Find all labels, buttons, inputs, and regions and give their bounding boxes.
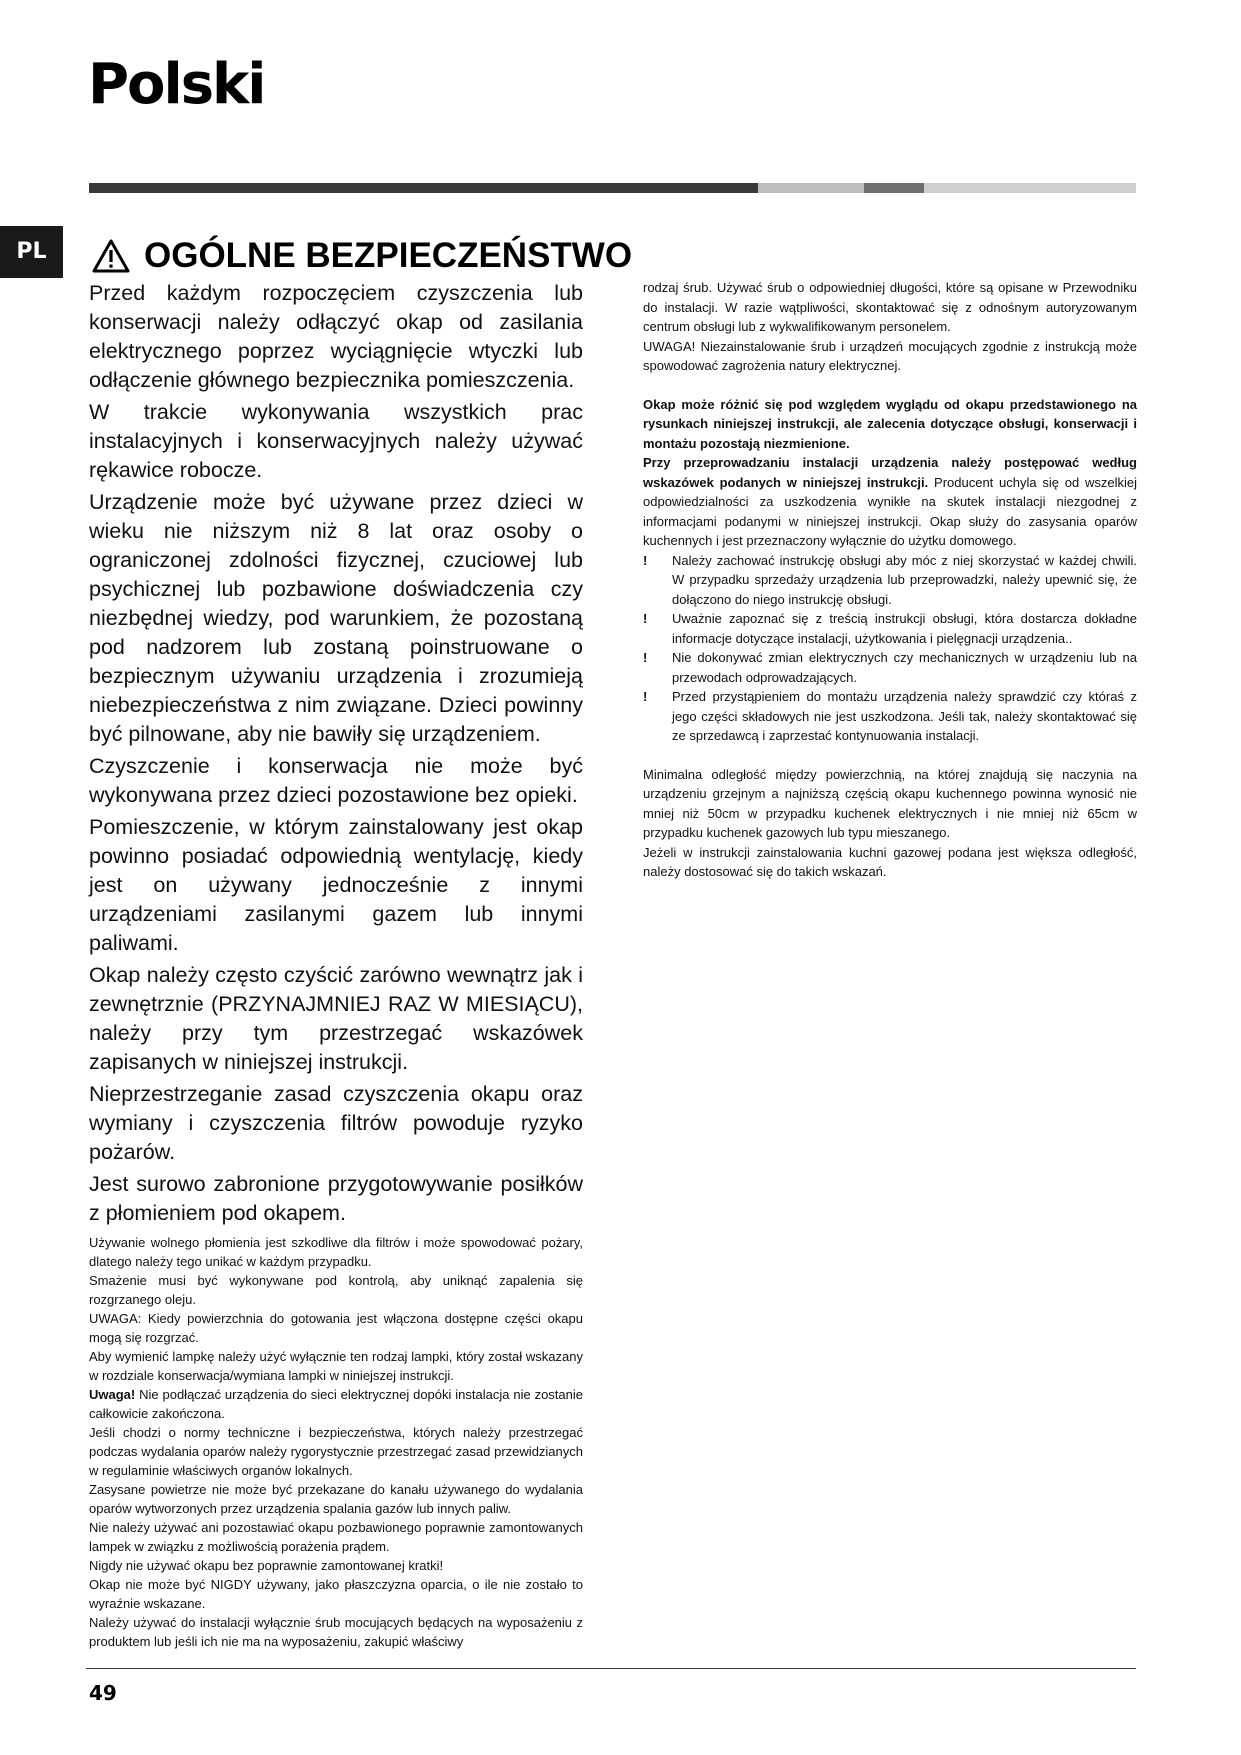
paragraph: rodzaj śrub. Używać śrub o odpowiedniej długości, które są opisane w Przewodniku do instalacji. W razie wątpliwości, skontaktować się z odnośnym autoryzowanym centrum obsługi lub z wykwalifikowanym personelem. (643, 280, 1137, 334)
footer-rule (86, 1668, 1136, 1669)
paragraph: UWAGA! Niezainstalowanie śrub i urządzeń mocujących zgodnie z instrukcją może spowodować zagrożenia natury elektrycznej. (643, 338, 1137, 373)
paragraph: Pomieszczenie, w którym zainstalowany jest okap powinno posiadać odpowiednią wentylację, kiedy jest on używany jednocześnie z innymi urządzeniami zasilanymi gazem lub innymi paliwami. (89, 815, 583, 955)
uwaga-text: Nie podłączać urządzenia do sieci elektrycznej dopóki instalacja nie zostanie całkowicie zakończona. (89, 1387, 583, 1421)
warning-triangle-icon (92, 239, 130, 273)
paragraph: Należy używać do instalacji wyłącznie śrub mocujących będących na wyposażeniu z produktem lub jeśli ich nie ma na wyposażeniu, zakupić właściwy (89, 1615, 583, 1649)
paragraph: Używanie wolnego płomienia jest szkodliwe dla filtrów i może spowodować pożary, dlatego należy tego unikać w każdym przypadku. (89, 1235, 583, 1269)
paragraph: W trakcie wykonywania wszystkich prac instalacyjnych i konserwacyjnych należy używać rękawice robocze. (89, 400, 583, 482)
paragraph: Okap należy często czyścić zarówno wewnątrz jak i zewnętrznie (PRZYNAJMNIEJ RAZ W MIESIĄCU), należy przy tym przestrzegać wskazówek zapisanych w niniejszej instrukcji. (89, 963, 583, 1074)
uwaga-label: Uwaga! (89, 1387, 136, 1402)
main-safety-text (89, 279, 583, 1228)
language-tab: PL (0, 226, 63, 278)
page-title: Polski (88, 52, 265, 117)
exclamation-icon: ! (643, 689, 648, 704)
paragraph: Czyszczenie i konserwacja nie może być wykonywana przez dzieci pozostawione bez opieki. (89, 754, 583, 807)
paragraph: Jeśli chodzi o normy techniczne i bezpieczeństwa, których należy przestrzegać podczas wydalania oparów należy rygorystycznie przestrzegać zasad przewidzianych w regulaminie właściwych organów lokalnych. (89, 1425, 583, 1478)
warning-text: Uważnie zapoznać się z treścią instrukcji obsługi, która dostarcza dokładne informacje dotyczące instalacji, użytkowania i pielęgnacji urządzenia.. (672, 611, 1137, 646)
exclamation-icon: ! (643, 552, 648, 568)
warning-text: Przed przystąpieniem do montażu urządzenia należy sprawdzić czy któraś z jego części składowych nie jest uszkodzona. Jeśli tak, należy skontaktować się ze sprzedawcą i zaprzestać kontynuowania instalacji. (672, 689, 1137, 743)
warning-text: Należy zachować instrukcję obsługi aby móc z niej skorzystać w każdej chwili. W przypadku sprzedaży urządzenia lub przeprowadzki, należy upewnić się, że dołączono do niego instrukcję obsługi. (672, 552, 1137, 607)
warning-text: Nie dokonywać zmian elektrycznych czy mechanicznych w urządzeniu lub na przewodach odprowadzających. (672, 650, 1137, 685)
paragraph: Okap nie może być NIGDY używany, jako płaszczyzna oparcia, o ile nie zostało to wyraźnie wskazane. (89, 1577, 583, 1611)
header-rule-light (758, 183, 864, 193)
header-rule-mid (864, 183, 924, 193)
paragraph: Nie należy używać ani pozostawiać okapu pozbawionego poprawnie zamontowanych lampek w związku z możliwością porażenia prądem. (89, 1520, 583, 1554)
header-rule-pale (924, 183, 1136, 193)
paragraph: Urządzenie może być używane przez dzieci w wieku nie niższym niż 8 lat oraz osoby o ograniczonej zdolności fizycznej, czuciowej lub psychicznej lub pozbawione doświadczenia czy niezbędnej wiedzy, pod warunkiem, że pozostaną pod nadzorem lub zostaną poinstruowane o bezpiecznym używaniu urządzenia i zrozumieją niebezpieczeństwa z nim związane. Dzieci powinny być pilnowane, aby nie bawiły się urządzeniem. (89, 490, 583, 746)
paragraph: Jest surowo zabronione przygotowywanie posiłków z płomieniem pod okapem. (89, 1172, 583, 1225)
paragraph: Aby wymienić lampkę należy użyć wyłącznie ten rodzaj lampki, który został wskazany w rozdziale konserwacja/wymiana lampki w niniejszej instrukcji. (89, 1349, 583, 1383)
right-column (643, 278, 1137, 882)
exclamation-icon: ! (643, 650, 648, 665)
paragraph: Nigdy nie używać okapu bez poprawnie zamontowanej kratki! (89, 1558, 444, 1573)
small-safety-text (89, 1233, 583, 1651)
paragraph: UWAGA: Kiedy powierzchnia do gotowania jest włączona dostępne części okapu mogą się rozgrzać. (89, 1311, 583, 1345)
exclamation-icon: ! (643, 611, 648, 626)
paragraph: Smażenie musi być wykonywane pod kontrolą, aby uniknąć zapalenia się rozgrzanego oleju. (89, 1273, 583, 1307)
header-rule-dark (89, 183, 758, 193)
section-heading-text: OGÓLNE BEZPIECZEŃSTWO (144, 236, 633, 275)
warning-item (643, 687, 1137, 746)
uwaga-paragraph (89, 1385, 583, 1423)
bold-notice (643, 395, 1137, 454)
installation-notice-bold: Przy przeprowadzaniu instalacji urządzenia należy postępować według wskazówek podanych w niniejszej instrukcji. (643, 455, 1137, 490)
section-heading (92, 236, 632, 276)
paragraph: Minimalna odległość między powierzchnią, na której znajdują się naczynia na urządzeniu grzejnym a najniższą częścią okapu kuchennego powinna wynosić nie mniej niż 50cm w przypadku kuchenek elektrycznych i nie mniej niż 65cm w przypadku kuchenek gazowych lub typu mieszanego. (643, 766, 1137, 840)
paragraph: Przed każdym rozpoczęciem czyszczenia lub konserwacji należy odłączyć okap od zasilania elektrycznego poprzez wyciągnięcie wtyczki lub odłączenie głównego bezpiecznika pomieszczenia. (89, 281, 583, 392)
installation-notice-text: Producent uchyla się od wszelkiej odpowiedzialności za uszkodzenia wynikłe na skutek instalacji niezgodnej z informacjami podanymi w niniejszej instrukcji. Okap służy do zasysania oparów kuchennych i jest przeznaczony wyłącznie do użytku domowego. (643, 474, 1137, 548)
warning-item (643, 648, 1137, 687)
bold-notice-text: Okap może różnić się pod względem wyglądu od okapu przedstawionego na rysunkach niniejszej instrukcji, ale zalecenia dotyczące obsługi, konserwacji i montażu pozostają niezmienione. (643, 396, 1137, 451)
warning-list (643, 551, 1137, 746)
left-column (89, 279, 583, 1651)
installation-notice (643, 453, 1137, 551)
warning-item (643, 551, 1137, 610)
paragraph: Jeżeli w instrukcji zainstalowania kuchni gazowej podana jest większa odległość, należy dostosować się do takich wskazań. (643, 844, 1137, 879)
paragraph: Nieprzestrzeganie zasad czyszczenia okapu oraz wymiany i czyszczenia filtrów powoduje ryzyko pożarów. (89, 1082, 583, 1164)
paragraph: Zasysane powietrze nie może być przekazane do kanału używanego do wydalania oparów wytworzonych przez urządzenia spalania gazów lub innych paliw. (89, 1482, 583, 1516)
page-number: 49 (89, 1681, 117, 1705)
warning-item (643, 609, 1137, 648)
